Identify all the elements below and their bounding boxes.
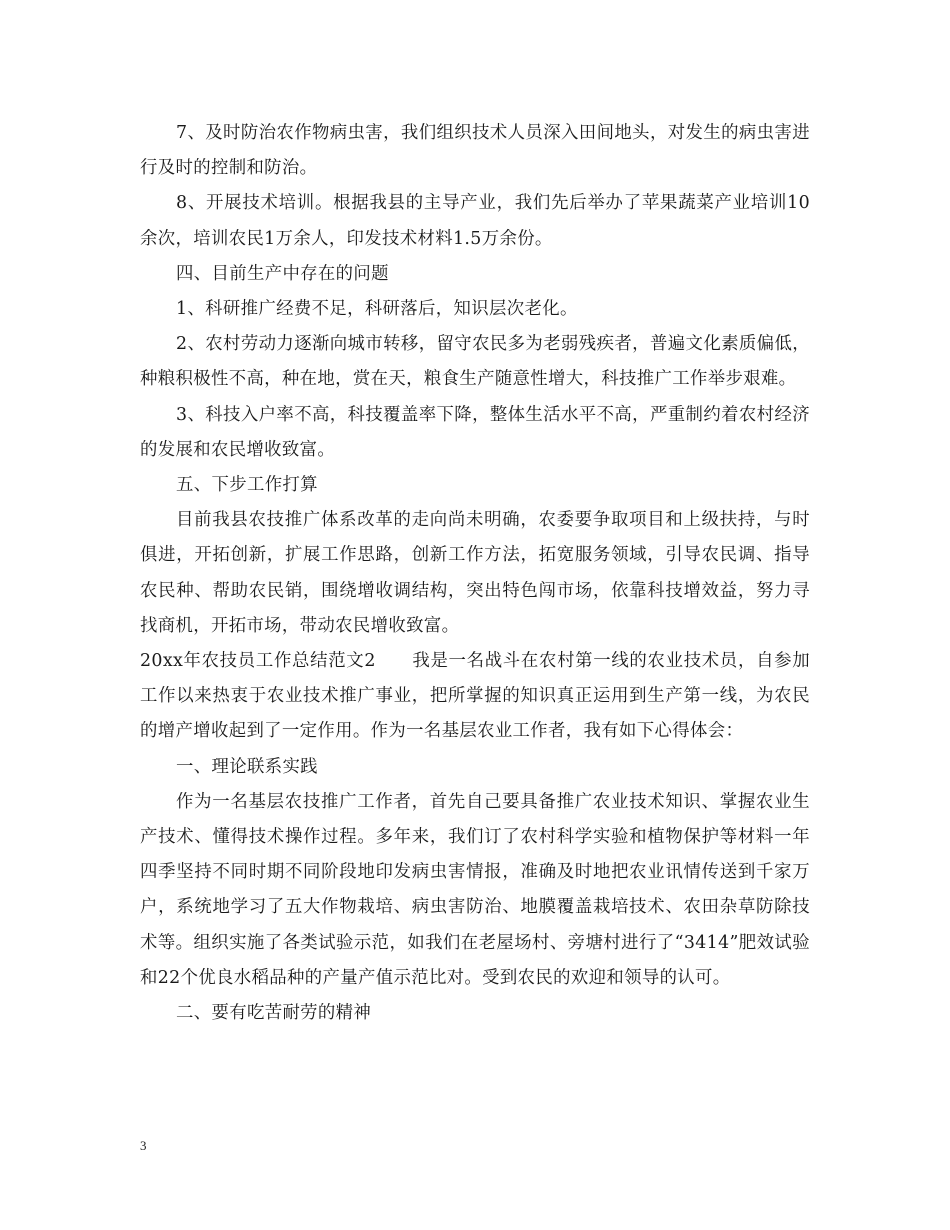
section-heading: 一、理论联系实践 [176,756,318,777]
section-heading: 五、下步工作打算 [176,475,318,496]
paragraph: 目前我县农技推广体系改革的走向尚未明确，农委要争取项目和上级扶持，与时俱进，开拓创新，扩展工作思路，创新工作方法，拓宽服务领域，引导农民调、指导农民种、帮助农民销，围绕增收调结构，突出特色闯市场，依靠科技增效益，努力寻找商机，开拓市场，带动农民增收致富。 [140,510,810,636]
paragraph: 1、科研推广经费不足，科研落后，知识层次老化。 [176,299,578,320]
page-number: 3 [140,1138,147,1153]
paragraph: 作为一名基层农技推广工作者，首先自己要具备推广农业技术知识、掌握农业生产技术、懂得技术操作过程。多年来，我们订了农村科学实验和植物保护等材料一年四季坚持不同时期不同阶段地印发病虫害情报，准确及时地把农业讯情传送到千家万户，系统地学习了五大作物栽培、病虫害防治、地膜覆盖栽培技术、农田杂草防除技术等。组织实施了各类试验示范，如我们在老屋场村、旁塘村进行了“3414”肥效试验和22个优良水稻品种的产量产值示范比对。受到农民的欢迎和领导的认可。 [140,791,810,988]
document-body [140,116,810,1031]
paragraph: 7、及时防治农作物病虫害，我们组织技术人员深入田间地头，对发生的病虫害进行及时的控制和防治。 [140,123,810,179]
paragraph: 3、科技入户率不高，科技覆盖率下降，整体生活水平不高，严重制约着农村经济的发展和农民增收致富。 [140,404,810,460]
section-heading: 四、目前生产中存在的问题 [176,263,389,284]
paragraph: 8、开展技术培训。根据我县的主导产业，我们先后举办了苹果蔬菜产业培训10余次，培训农民1万余人，印发技术材料1.5万余份。 [140,193,810,249]
paragraph: 2、农村劳动力逐渐向城市转移，留守农民多为老弱残疾者，普遍文化素质偏低，种粮积极性不高，种在地，赏在天，粮食生产随意性增大，科技推广工作举步艰难。 [140,334,810,390]
article-intro-paragraph: 20xx年农技员工作总结范文2 我是一名战斗在农村第一线的农业技术员，自参加工作以来热衷于农业技术推广事业，把所掌握的知识真正运用到生产第一线，为农民的增产增收起到了一定作用。作为一名基层农业工作者，我有如下心得体会： [140,651,810,742]
section-heading: 二、要有吃苦耐劳的精神 [176,1003,372,1024]
